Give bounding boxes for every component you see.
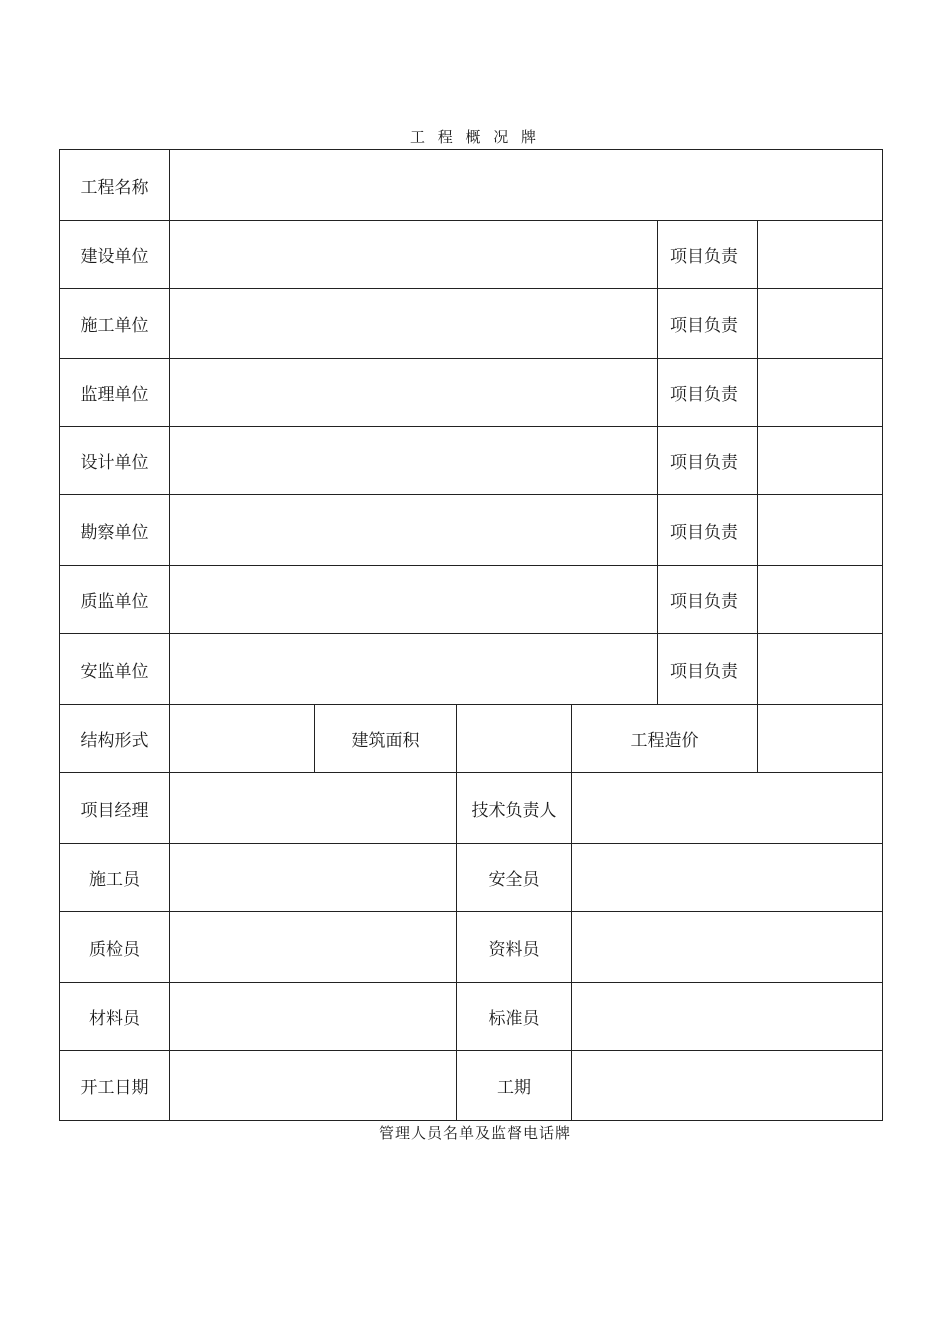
- value-unit[interactable]: [170, 427, 658, 495]
- row-unit: [60, 427, 883, 495]
- row-unit: [60, 566, 883, 634]
- label-project-lead: 项目负责: [658, 634, 758, 705]
- label-project-lead: 项目负责: [658, 566, 758, 634]
- value-cost[interactable]: [758, 705, 883, 773]
- label-project-lead: 项目负责: [658, 289, 758, 359]
- value-area[interactable]: [457, 705, 572, 773]
- row-project-name: [60, 150, 883, 221]
- value-staff-left[interactable]: [170, 773, 457, 844]
- label-staff-left: 施工员: [60, 844, 170, 912]
- label-staff-left: 材料员: [60, 983, 170, 1051]
- row-unit: [60, 359, 883, 427]
- label-unit: 勘察单位: [60, 495, 170, 566]
- label-staff-left: 项目经理: [60, 773, 170, 844]
- label-project-lead: 项目负责: [658, 359, 758, 427]
- value-staff-left[interactable]: [170, 912, 457, 983]
- value-staff-right[interactable]: [572, 844, 883, 912]
- value-project-lead[interactable]: [758, 289, 883, 359]
- value-unit[interactable]: [170, 289, 658, 359]
- label-staff-right: 技术负责人: [457, 773, 572, 844]
- label-unit: 设计单位: [60, 427, 170, 495]
- label-project-lead: 项目负责: [658, 495, 758, 566]
- page-title: 工 程 概 况 牌: [409, 128, 541, 146]
- value-staff-right[interactable]: [572, 1051, 883, 1121]
- value-project-lead[interactable]: [758, 427, 883, 495]
- label-staff-left: 质检员: [60, 912, 170, 983]
- value-staff-left[interactable]: [170, 1051, 457, 1121]
- value-project-lead[interactable]: [758, 495, 883, 566]
- section-title-staff-list: 管理人员名单及监督电话牌: [378, 1124, 571, 1142]
- label-staff-right: 安全员: [457, 844, 572, 912]
- value-unit[interactable]: [170, 566, 658, 634]
- label-unit: 安监单位: [60, 634, 170, 705]
- label-staff-right: 标准员: [457, 983, 572, 1051]
- value-staff-right[interactable]: [572, 773, 883, 844]
- row-staff: [60, 773, 883, 844]
- value-project-lead[interactable]: [758, 221, 883, 289]
- value-unit[interactable]: [170, 495, 658, 566]
- row-unit: [60, 495, 883, 566]
- row-staff: [60, 983, 883, 1051]
- value-project-lead[interactable]: [758, 634, 883, 705]
- value-project-lead[interactable]: [758, 359, 883, 427]
- value-staff-right[interactable]: [572, 983, 883, 1051]
- row-unit: [60, 221, 883, 289]
- label-unit: 建设单位: [60, 221, 170, 289]
- label-staff-right: 工期: [457, 1051, 572, 1121]
- row-unit: [60, 634, 883, 705]
- value-structure[interactable]: [170, 705, 315, 773]
- value-staff-left[interactable]: [170, 983, 457, 1051]
- label-unit: 施工单位: [60, 289, 170, 359]
- label-staff-right: 资料员: [457, 912, 572, 983]
- label-staff-left: 开工日期: [60, 1051, 170, 1121]
- label-project-name: 工程名称: [60, 150, 170, 221]
- label-project-lead: 项目负责: [658, 427, 758, 495]
- label-cost: 工程造价: [572, 705, 758, 773]
- label-structure: 结构形式: [60, 705, 170, 773]
- label-project-lead: 项目负责: [658, 221, 758, 289]
- value-unit[interactable]: [170, 359, 658, 427]
- value-project-name[interactable]: [170, 150, 883, 221]
- project-overview-table: [59, 149, 883, 1121]
- value-staff-left[interactable]: [170, 844, 457, 912]
- value-unit[interactable]: [170, 221, 658, 289]
- value-unit[interactable]: [170, 634, 658, 705]
- value-staff-right[interactable]: [572, 912, 883, 983]
- row-staff: [60, 1051, 883, 1121]
- row-unit: [60, 289, 883, 359]
- label-unit: 监理单位: [60, 359, 170, 427]
- row-structure: [60, 705, 883, 773]
- row-staff: [60, 912, 883, 983]
- row-staff: [60, 844, 883, 912]
- value-project-lead[interactable]: [758, 566, 883, 634]
- label-area: 建筑面积: [315, 705, 457, 773]
- label-unit: 质监单位: [60, 566, 170, 634]
